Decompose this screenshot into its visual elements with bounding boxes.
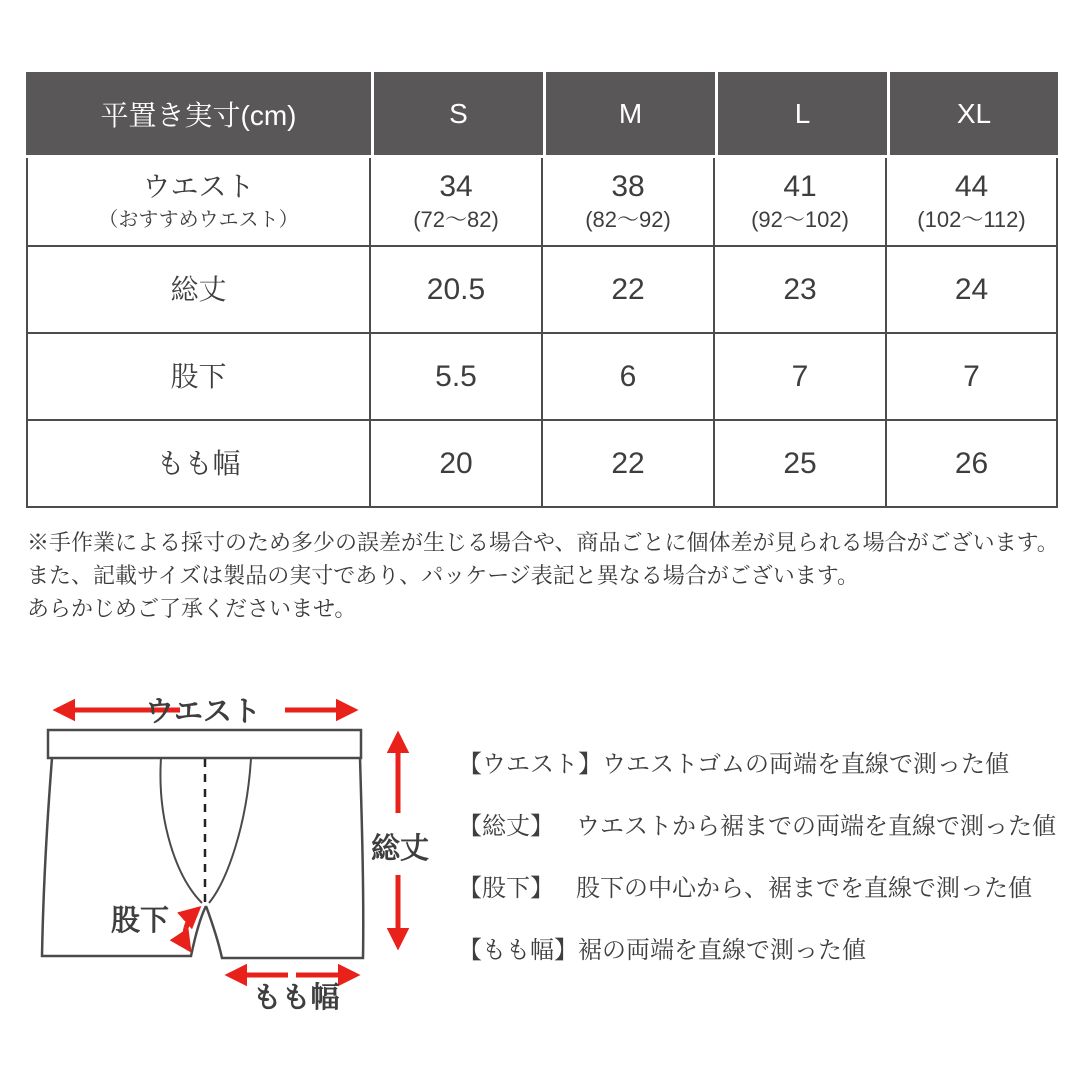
row-label-inseam xyxy=(26,334,371,421)
cell-inseam-s xyxy=(371,334,543,421)
definition-desc: 裾の両端を直線で測った値 xyxy=(578,937,866,964)
table-row-length xyxy=(26,247,1058,334)
definition-desc: 股下の中心から、裾までを直線で測った値 xyxy=(576,875,1032,902)
disclaimer-line: また、記載サイズは製品の実寸であり、パッケージ表記と異なる場合がございます。 xyxy=(27,563,860,588)
table-row-inseam xyxy=(26,334,1058,421)
definition-term: 【もも幅】 xyxy=(458,937,578,964)
cell-inseam-l xyxy=(715,334,887,421)
definition-term: 【ウエスト】 xyxy=(458,751,602,778)
header-size-m: M xyxy=(543,72,715,158)
cell-length-s xyxy=(371,247,543,334)
definition-desc: ウエストゴムの両端を直線で測った値 xyxy=(602,751,1010,778)
size-table xyxy=(26,72,1058,508)
cell-subvalue: (92〜102) xyxy=(751,207,849,232)
measurement-diagram xyxy=(30,685,460,1025)
row-label-text: もも幅 xyxy=(156,447,241,479)
row-label-text: 総丈 xyxy=(170,273,227,305)
table-row-thigh xyxy=(26,421,1058,508)
cell-value: 38 xyxy=(611,170,645,203)
cell-subvalue: (72〜82) xyxy=(413,207,499,232)
cell-value: 25 xyxy=(783,446,817,480)
measurement-definitions xyxy=(458,750,1056,998)
row-label-text: ウエスト xyxy=(142,170,255,202)
pouch-left-curve xyxy=(160,758,202,903)
cell-value: 20.5 xyxy=(426,272,486,306)
diagram-label-waist: ウエスト xyxy=(144,696,262,728)
row-label-waist xyxy=(26,158,371,247)
definition-row-inseam xyxy=(458,874,1056,904)
disclaimer-line: あらかじめご了承くださいませ。 xyxy=(27,596,357,621)
cell-inseam-m xyxy=(543,334,715,421)
cell-subvalue: (82〜92) xyxy=(585,207,671,232)
definition-term: 【総丈】 xyxy=(458,813,554,840)
row-label-thigh xyxy=(26,421,371,508)
cell-length-l xyxy=(715,247,887,334)
cell-length-m xyxy=(543,247,715,334)
header-measure-unit: 平置き実寸(cm) xyxy=(26,72,371,158)
cell-value: 6 xyxy=(619,359,637,393)
cell-value: 41 xyxy=(783,170,817,203)
cell-thigh-m xyxy=(543,421,715,508)
cell-value: 24 xyxy=(954,272,989,306)
cell-thigh-xl xyxy=(887,421,1058,508)
cell-waist-m xyxy=(543,158,715,247)
cell-length-xl xyxy=(887,247,1058,334)
definition-row-thigh xyxy=(458,936,1056,966)
row-label-text: 股下 xyxy=(170,360,227,392)
cell-waist-xl xyxy=(887,158,1058,247)
cell-value: 22 xyxy=(611,446,645,480)
row-sublabel-text: （おすすめウエスト） xyxy=(98,208,299,231)
cell-value: 7 xyxy=(963,359,980,393)
size-table-header xyxy=(26,72,1058,158)
cell-value: 23 xyxy=(783,272,817,306)
diagram-label-thigh: もも幅 xyxy=(252,982,340,1014)
header-size-xl: XL xyxy=(887,72,1058,158)
definition-term: 【股下】 xyxy=(458,875,554,902)
cell-thigh-s xyxy=(371,421,543,508)
cell-waist-l xyxy=(715,158,887,247)
cell-value: 44 xyxy=(954,170,989,203)
definition-row-length xyxy=(458,812,1056,842)
cell-thigh-l xyxy=(715,421,887,508)
pouch-right-curve xyxy=(209,758,251,903)
diagram-label-length: 総丈 xyxy=(370,833,430,865)
cell-value: 26 xyxy=(954,446,989,480)
cell-value: 5.5 xyxy=(435,359,477,393)
cell-value: 7 xyxy=(791,359,809,393)
cell-value: 22 xyxy=(611,272,645,306)
boxer-outline xyxy=(42,730,363,958)
waistband xyxy=(48,730,361,758)
cell-inseam-xl xyxy=(887,334,1058,421)
right-leg-outline xyxy=(206,758,363,958)
header-size-s: S xyxy=(371,72,543,158)
disclaimer-line: ※手作業による採寸のため多少の誤差が生じる場合や、商品ごとに個体差が見られる場合がございます。 xyxy=(27,530,1059,555)
inseam-arrow-down xyxy=(185,928,189,949)
cell-subvalue: (102〜112) xyxy=(917,207,1026,232)
inseam-arrow-up xyxy=(186,909,198,928)
diagram-label-inseam: 股下 xyxy=(110,905,170,937)
cell-value: 34 xyxy=(439,170,473,203)
disclaimer-note xyxy=(27,526,1059,625)
definition-row-waist xyxy=(458,750,1056,780)
header-size-l: L xyxy=(715,72,887,158)
row-label-length xyxy=(26,247,371,334)
cell-value: 20 xyxy=(439,446,473,480)
definition-desc: ウエストから裾までの両端を直線で測った値 xyxy=(576,813,1056,840)
cell-waist-s xyxy=(371,158,543,247)
table-row-waist xyxy=(26,158,1058,247)
